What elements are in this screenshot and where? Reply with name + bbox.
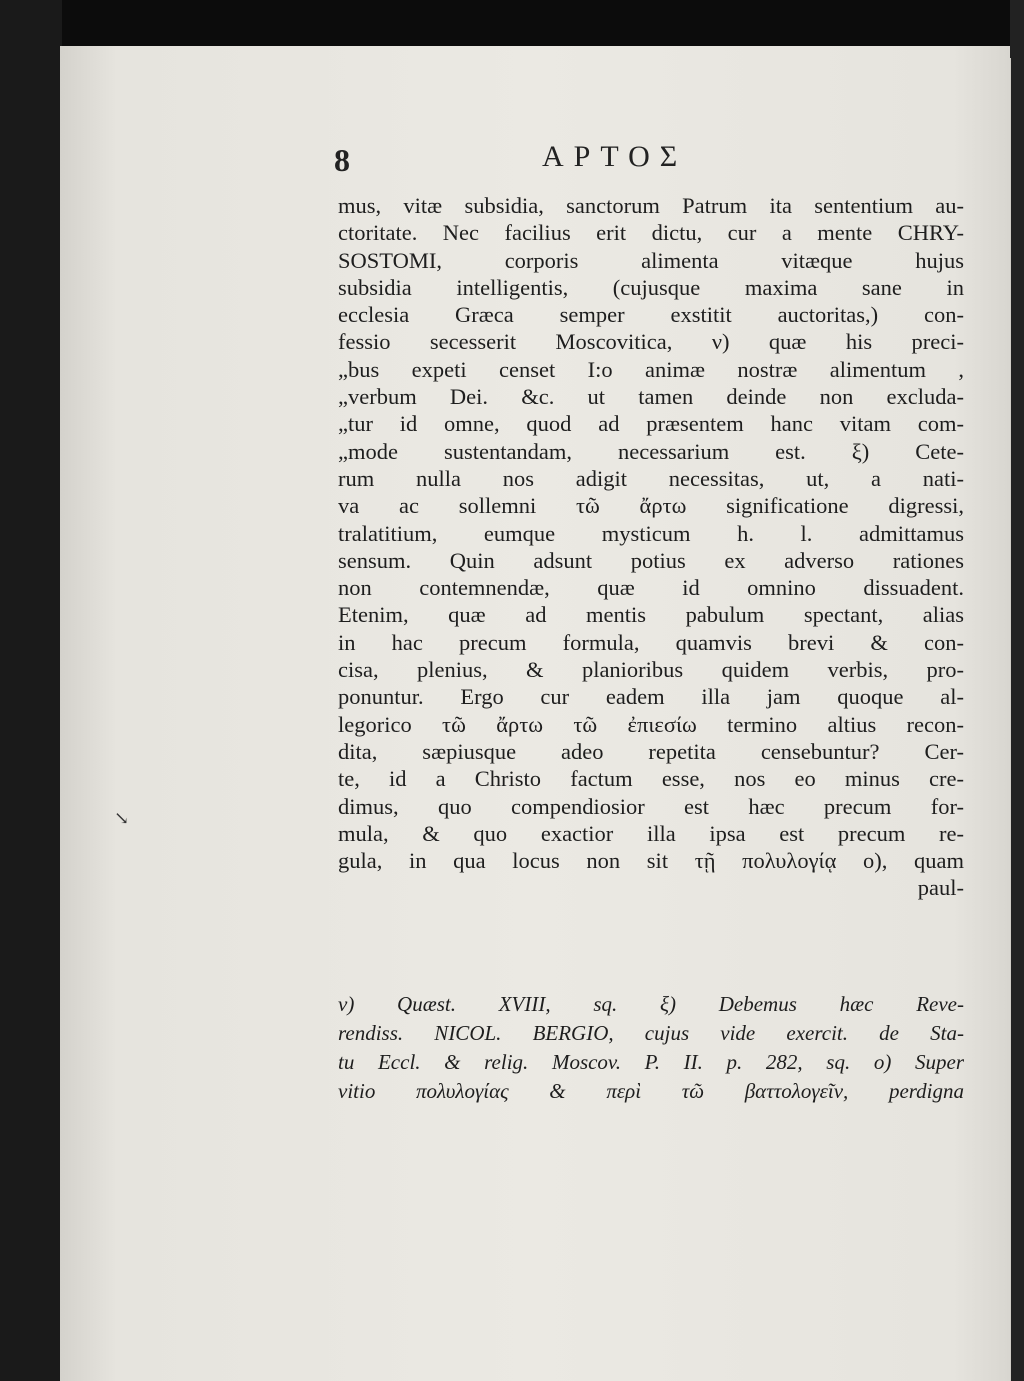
running-title: ΑΡΤΟΣ bbox=[542, 140, 688, 173]
text-line: „mode sustentandam, necessarium est. ξ) Cete- bbox=[338, 438, 964, 464]
text-line: „bus expeti censet I:o animæ nostræ alimentum , bbox=[338, 356, 964, 382]
text-line: fessio secesserit Moscovitica, ν) quæ his preci- bbox=[338, 329, 964, 355]
text-line: tralatitium, eumque mysticum h. l. admittamus bbox=[338, 520, 964, 546]
text-line: cisa, plenius, & planioribus quidem verbis, pro- bbox=[338, 657, 964, 683]
text-line: gula, in qua locus non sit τῇ πολυλογίᾳ ο), quam bbox=[338, 848, 964, 874]
text-line: va ac sollemni τῶ ἄρτω significatione digressi, bbox=[338, 493, 964, 519]
text-line: „tur id omne, quod ad præsentem hanc vitam com- bbox=[338, 411, 964, 437]
page-header bbox=[334, 140, 754, 180]
footnote-line: tu Eccl. & relig. Moscov. P. II. p. 282, sq. ο) Super bbox=[338, 1050, 964, 1074]
text-line: dita, sæpiusque adeo repetita censebuntur? Cer- bbox=[338, 738, 964, 764]
text-line: mula, & quo exactior illa ipsa est precum re- bbox=[338, 820, 964, 846]
footnote-line: vitio πολυλογίας & περὶ τῶ βαττολογεῖν, perdigna bbox=[338, 1079, 964, 1103]
text-line: ecclesia Græca semper exstitit auctoritas,) con- bbox=[338, 302, 964, 328]
scan-background-right bbox=[1010, 0, 1024, 1381]
text-line: SOSTOMI, corporis alimenta vitæque hujus bbox=[338, 247, 964, 273]
text-line: non contemnendæ, quæ id omnino dissuadent. bbox=[338, 575, 964, 601]
footnote-line: rendiss. NICOL. BERGIO, cujus vide exercit. de Sta- bbox=[338, 1021, 964, 1045]
text-line: dimus, quo compendiosior est hæc precum for- bbox=[338, 793, 964, 819]
text-line: ponuntur. Ergo cur eadem illa jam quoque al- bbox=[338, 684, 964, 710]
text-line: Etenim, quæ ad mentis pabulum spectant, alias bbox=[338, 602, 964, 628]
text-line: ctoritate. Nec facilius erit dictu, cur a mente CHRY- bbox=[338, 220, 964, 246]
footnote-line: ν) Quæst. XVIII, sq. ξ) Debemus hæc Reve- bbox=[338, 992, 964, 1016]
text-line: „verbum Dei. &c. ut tamen deinde non excluda- bbox=[338, 384, 964, 410]
text-line: rum nulla nos adigit necessitas, ut, a nati- bbox=[338, 465, 964, 491]
scan-background-top bbox=[0, 0, 1024, 48]
text-line: legorico τῶ ἄρτω τῶ ἐπιεσίω termino altius recon- bbox=[338, 711, 964, 737]
text-line: sensum. Quin adsunt potius ex adverso rationes bbox=[338, 547, 964, 573]
page-number: 8 bbox=[334, 142, 350, 178]
body-text bbox=[338, 192, 964, 902]
text-line: subsidia intelligentis, (cujusque maxima sane in bbox=[338, 274, 964, 300]
text-line: mus, vitæ subsidia, sanctorum Patrum ita sententium au- bbox=[338, 193, 964, 218]
text-line: paul- bbox=[917, 875, 964, 901]
text-line: in hac precum formula, quamvis brevi & con- bbox=[338, 629, 964, 655]
footnotes bbox=[338, 990, 964, 1106]
margin-mark: ↘ bbox=[114, 808, 130, 828]
scan-background-left bbox=[0, 0, 62, 1381]
text-line: te, id a Christo factum esse, nos eo minus cre- bbox=[338, 766, 964, 792]
